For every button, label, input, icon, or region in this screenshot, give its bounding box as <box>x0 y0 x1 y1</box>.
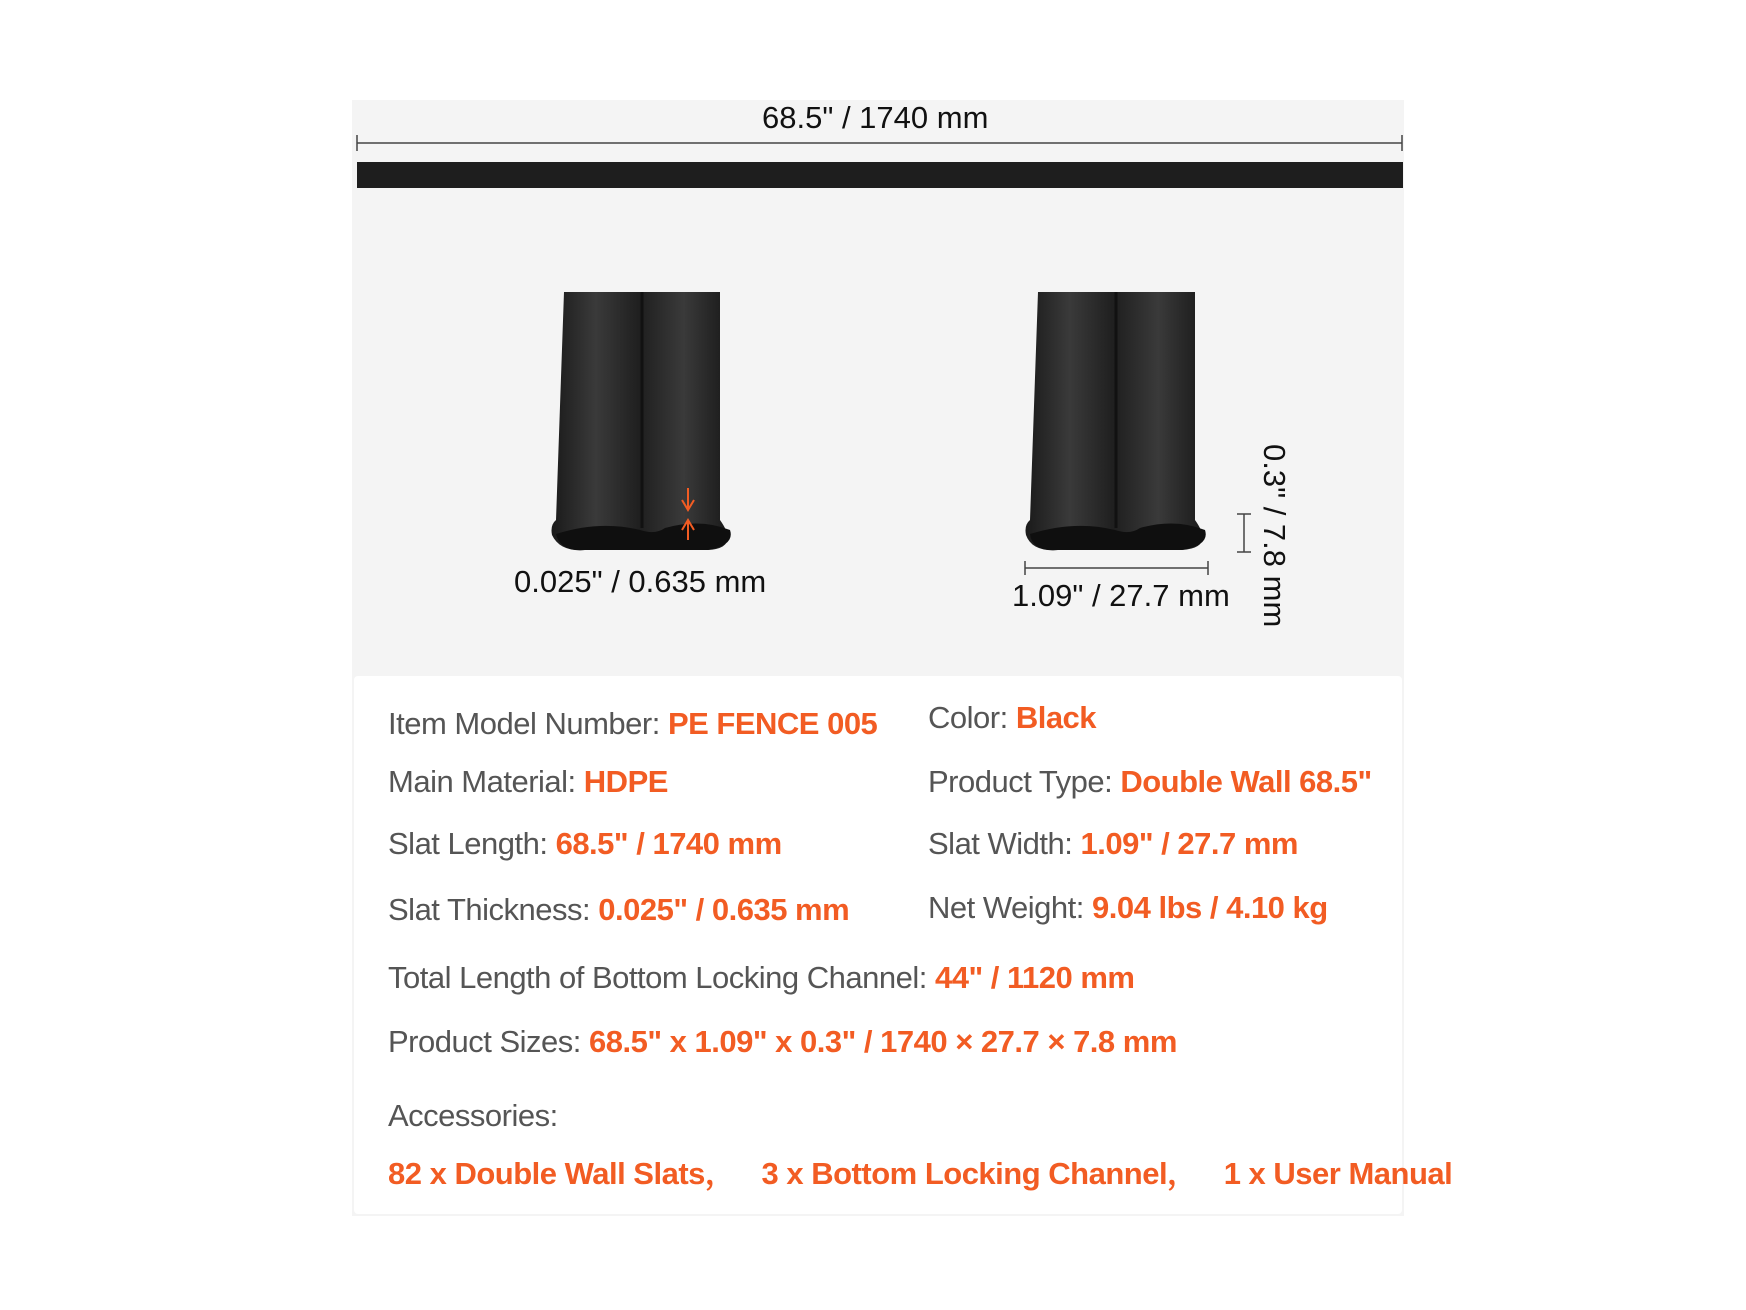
spec-slat-length: Slat Length: 68.5" / 1740 mm <box>388 826 782 861</box>
slat-thickness-view <box>552 292 731 550</box>
spec-material: Main Material: HDPE <box>388 764 668 799</box>
accessory-item: 1 x User Manual <box>1223 1156 1453 1191</box>
accessory-item: 3 x Bottom Locking Channel， <box>761 1156 1198 1191</box>
thickness-label: 0.025" / 0.635 mm <box>514 564 767 599</box>
spec-product-sizes: Product Sizes: 68.5" x 1.09" x 0.3" / 1740 × 27.7 × 7.8 mm <box>388 1024 1177 1059</box>
spec-channel-length: Total Length of Bottom Locking Channel: 44" / 1120 mm <box>388 960 1135 995</box>
accessory-item: 82 x Double Wall Slats， <box>388 1156 736 1191</box>
spec-color: Color: Black <box>928 700 1097 735</box>
spec-slat-thickness: Slat Thickness: 0.025" / 0.635 mm <box>388 892 850 927</box>
accessories-list <box>388 1148 1470 1193</box>
accessories-heading: Accessories: <box>388 1098 558 1133</box>
spec-model: Item Model Number: PE FENCE 005 <box>388 706 878 741</box>
spec-net-weight: Net Weight: 9.04 lbs / 4.10 kg <box>928 890 1328 925</box>
height-label: 0.3" / 7.8 mm <box>1257 444 1292 628</box>
length-dimension-line <box>357 135 1402 151</box>
width-label: 1.09" / 27.7 mm <box>1012 578 1230 613</box>
length-label: 68.5" / 1740 mm <box>762 100 989 135</box>
spec-slat-width: Slat Width: 1.09" / 27.7 mm <box>928 826 1298 861</box>
slat-width-view <box>1025 292 1251 575</box>
long-slat <box>357 162 1403 188</box>
spec-type: Product Type: Double Wall 68.5" <box>928 764 1372 799</box>
